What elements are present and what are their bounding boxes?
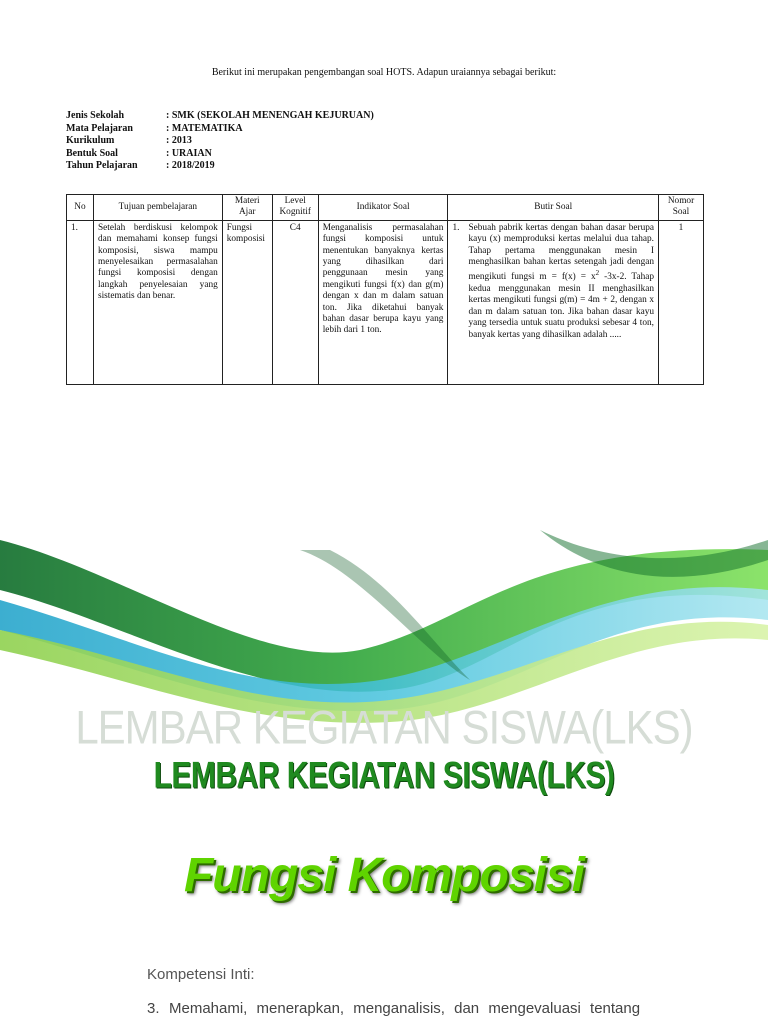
faded-title: LEMBAR KEGIATAN SISWA(LKS): [75, 701, 693, 754]
meta-label: Bentuk Soal: [66, 147, 118, 159]
header-butir: Butir Soal: [448, 195, 659, 221]
header-no: No: [67, 195, 94, 221]
kompetensi-item: [147, 1000, 697, 1017]
meta-value: : 2013: [166, 135, 192, 147]
cell-no: 1.: [67, 220, 94, 384]
table-header-row: [67, 195, 704, 221]
butir-text-pre: Sebuah pabrik kertas dengan bahan dasar berupa kayu (x) memproduksi kertas melalui dua tahap. Tahap pertama menggunakan mesin I menghasilkan bahan kertas setengah jadi dengan mengikuti fungsi m = f(x) = x: [468, 222, 655, 283]
header-level: Level Kognitif: [272, 195, 318, 221]
table-row: [67, 220, 704, 384]
cell-materi: Fungsi komposisi: [222, 220, 272, 384]
cell-butir: [448, 220, 659, 384]
meta-row-tahun-pelajaran: [66, 160, 374, 173]
exponent: 2: [595, 269, 600, 278]
meta-label: Tahun Pelajaran: [66, 160, 138, 172]
kompetensi-number: 3.: [147, 1000, 160, 1017]
butir-text: [468, 223, 654, 341]
meta-label: Jenis Sekolah: [66, 110, 125, 121]
topic-title: Fungsi Komposisi: [183, 849, 584, 902]
intro-text: Berikut ini merupakan pengembangan soal HOTS. Adapun uraiannya sebagai berikut:: [211, 67, 557, 78]
meta-value: : 2018/2019: [166, 160, 215, 172]
meta-label: Kurikulum: [66, 135, 115, 147]
header-tujuan: Tujuan pembelajaran: [93, 195, 222, 221]
butir-text-post: -3x-2. Tahap kedua menggunakan mesin II menghasilkan kertas mengikuti fungsi g(m) = 4m + 2, dengan x dan m dalam satuan ton. Jika bahan dasar kayu yang tersedia untuk suatu produksi sebesar 4 ton, banyak kertas yang dihasilkan adalah .....: [468, 272, 655, 340]
butir-number: 1.: [452, 222, 460, 233]
cell-indikator: Menganalisis permasalahan fungsi komposisi untuk menentukan banyaknya kertas yang dihasilkan dari penggunaan mesin yang mengikuti fungsi f(x) dan g(m) dengan x dan m dalam satuan ton. Jika diketahui banyak bahan dasar berupa kayu yang lebih dari 1 ton.: [318, 220, 448, 384]
kompetensi-text: Memahami, menerapkan, menganalisis, dan mengevaluasi tentang: [169, 1000, 641, 1017]
header-indikator: Indikator Soal: [318, 195, 448, 221]
meta-row-bentuk-soal: [66, 148, 374, 161]
document-metadata: [66, 110, 374, 173]
header-materi: Materi Ajar: [222, 195, 272, 221]
cell-nomor: 1: [659, 220, 704, 384]
meta-row-mata-pelajaran: [66, 123, 374, 136]
lks-title: LEMBAR KEGIATAN SISWA(LKS): [153, 754, 615, 796]
question-table: [66, 194, 704, 385]
meta-row-jenis-sekolah: [66, 110, 374, 123]
cell-tujuan: Setelah berdiskusi kelompok dan memahami konsep fungsi komposisi, siswa mampu menyelesaikan permasalahan fungsi komposisi dengan langkah penyelesaian yang sistematis dan benar.: [93, 220, 222, 384]
meta-value: : URAIAN: [166, 147, 212, 159]
cell-level: C4: [272, 220, 318, 384]
meta-value: : MATEMATIKA: [166, 122, 243, 134]
meta-row-kurikulum: [66, 135, 374, 148]
meta-label: Mata Pelajaran: [66, 122, 133, 134]
kompetensi-heading: Kompetensi Inti:: [147, 966, 255, 983]
meta-value: : SMK (SEKOLAH MENENGAH KEJURUAN): [166, 110, 374, 121]
butir-item: [452, 223, 654, 341]
header-nomor: Nomor Soal: [659, 195, 704, 221]
